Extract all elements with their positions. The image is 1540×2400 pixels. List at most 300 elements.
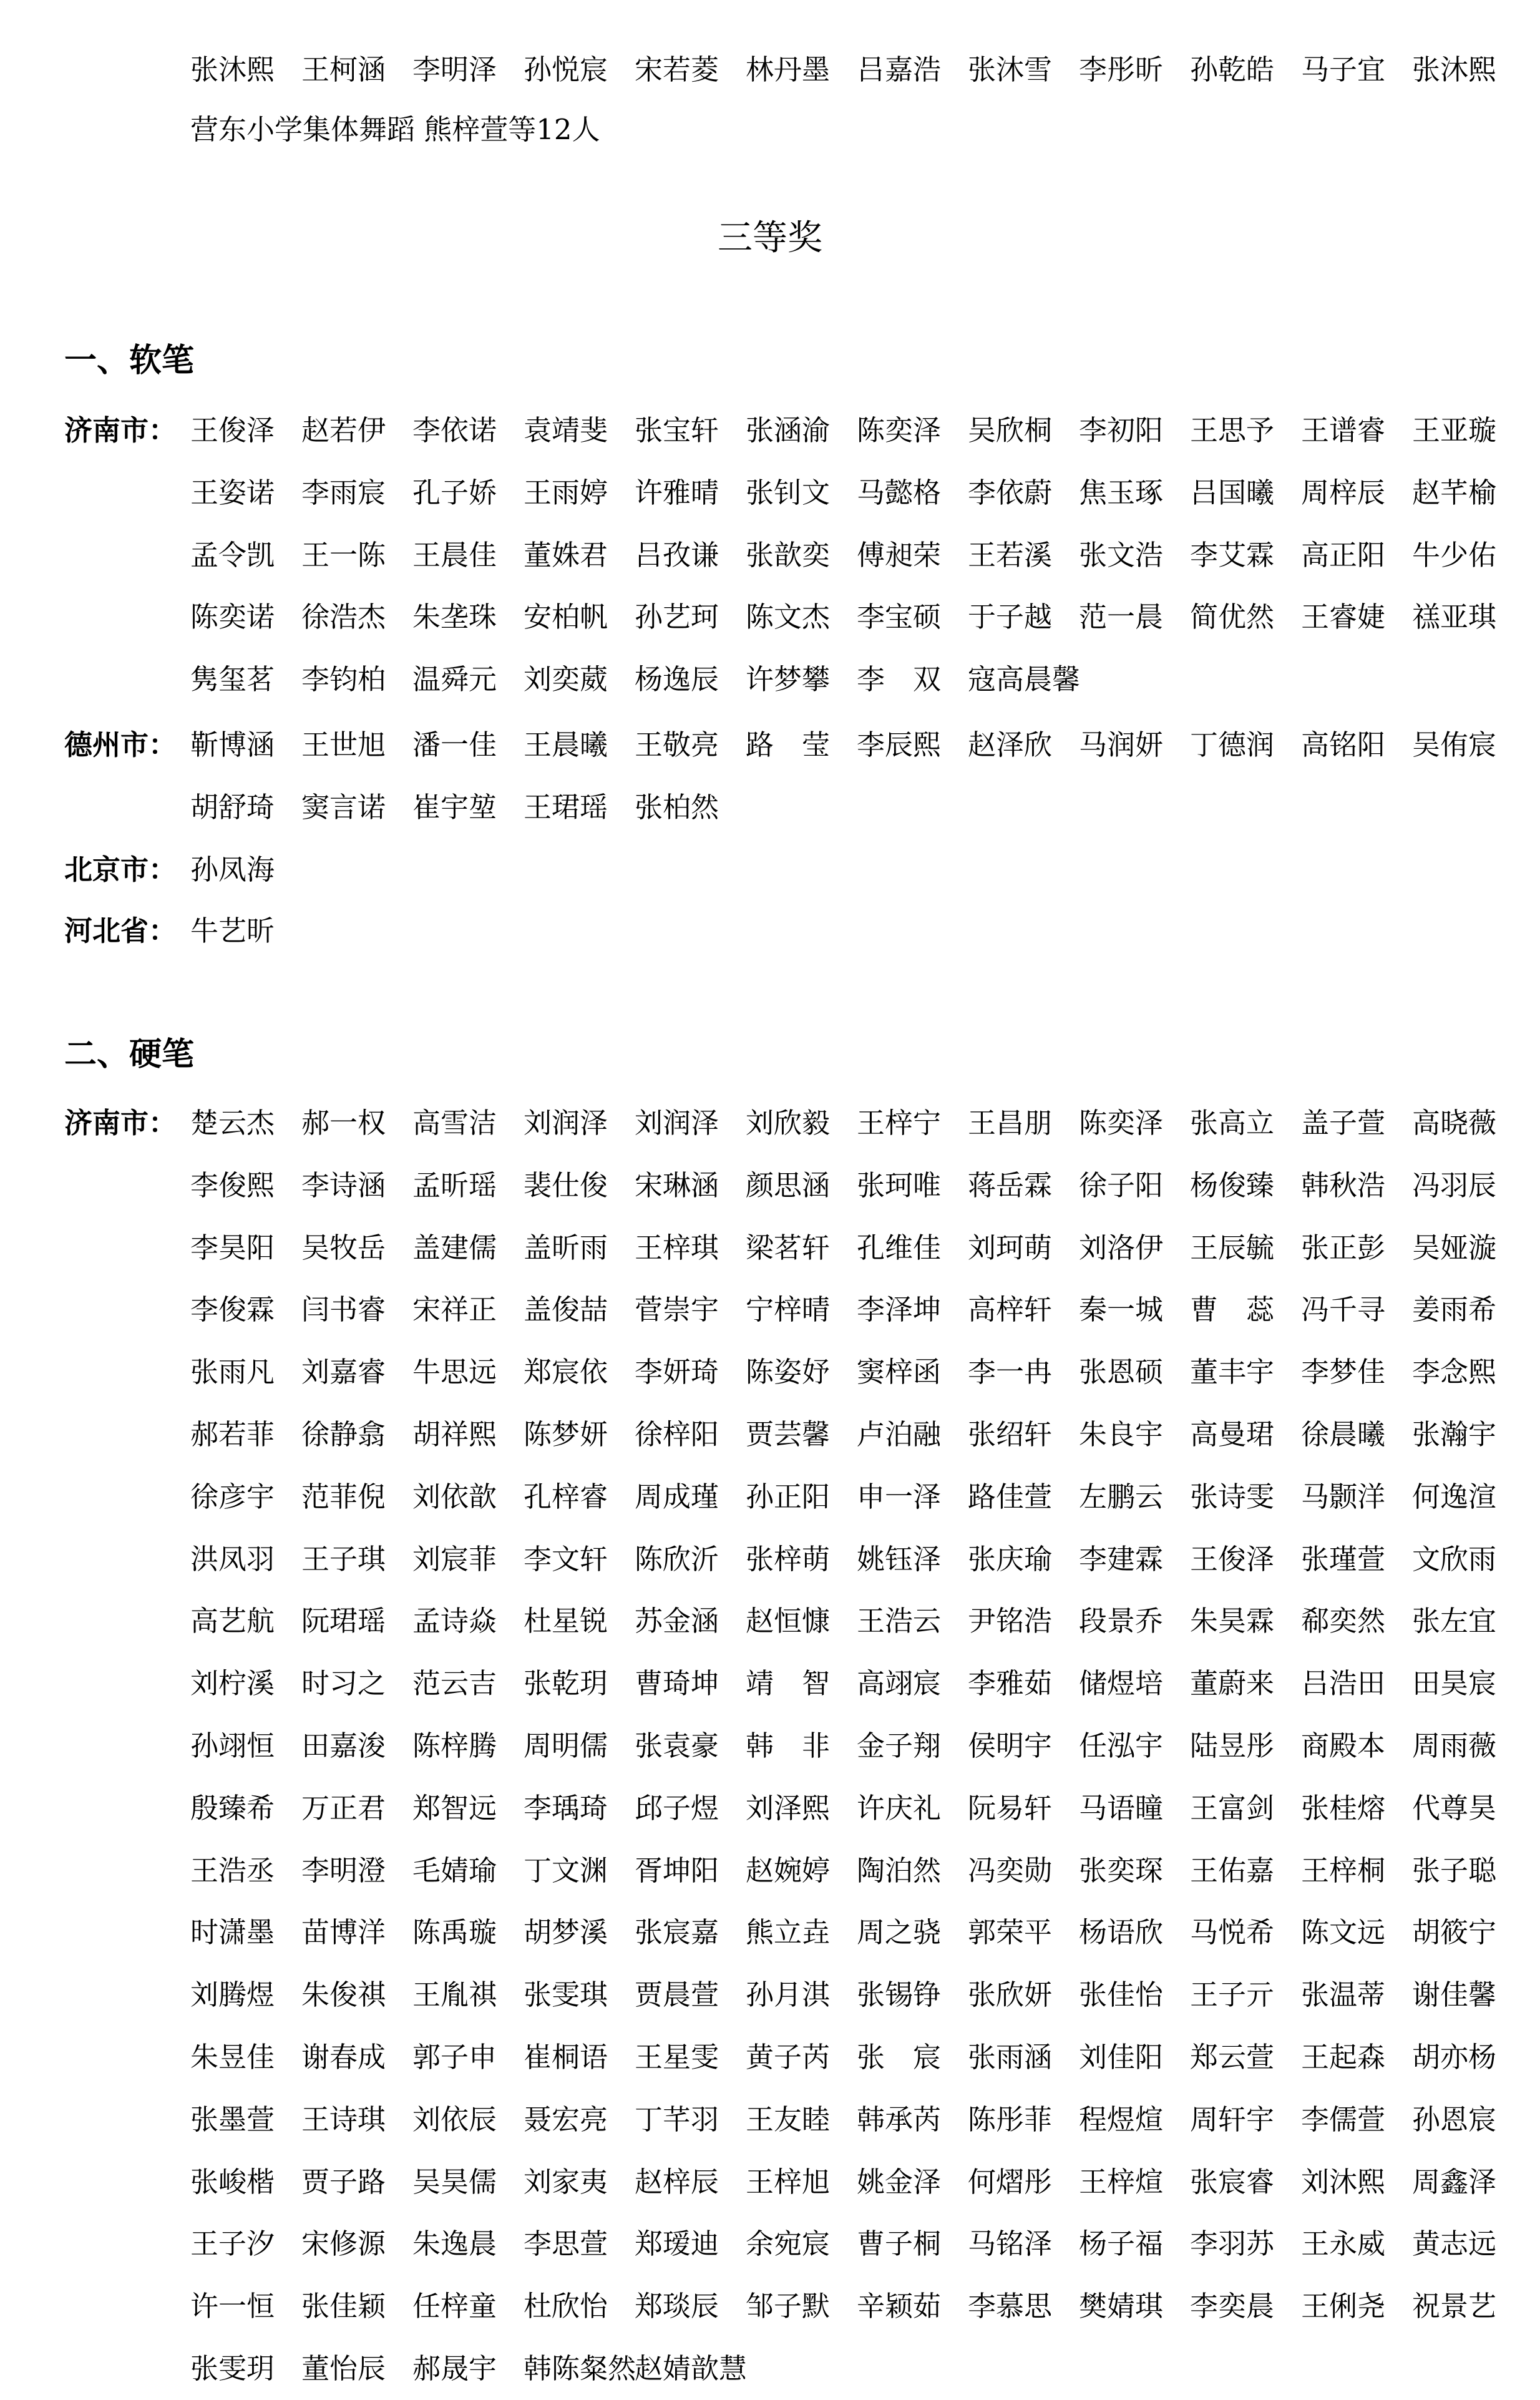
person-name: 宋琳涵 xyxy=(635,1168,719,1202)
person-name: 姚金泽 xyxy=(857,2165,942,2198)
name-list xyxy=(190,714,1540,776)
person-name: 王星雯 xyxy=(635,2041,719,2074)
person-name: 韩承芮 xyxy=(857,2102,942,2136)
person-name: 刘柠溪 xyxy=(190,1667,275,1700)
person-name: 牛少佑 xyxy=(1412,538,1497,572)
person-name: 王晨曦 xyxy=(524,728,608,761)
person-name: 李泽坤 xyxy=(857,1293,942,1327)
person-name: 徐静翕 xyxy=(301,1418,386,1451)
person-name: 时习之 xyxy=(301,1667,386,1700)
person-name: 许梦攀 xyxy=(746,663,831,696)
person-name: 陈彤菲 xyxy=(968,2102,1053,2136)
person-name: 祝景艺 xyxy=(1412,2290,1497,2323)
person-name: 王梓旭 xyxy=(746,2165,831,2198)
person-name: 冯千寻 xyxy=(1301,1293,1386,1327)
person-name: 胡梦溪 xyxy=(524,1916,608,1949)
person-name: 朱昱佳 xyxy=(190,2041,275,2074)
person-name: 王子亓 xyxy=(1190,1978,1275,2012)
person-name: 李艾霖 xyxy=(1190,538,1275,572)
person-name: 丁德润 xyxy=(1190,728,1275,761)
person-name: 孟令凯 xyxy=(190,538,275,572)
person-name: 李思萱 xyxy=(524,2227,608,2261)
person-name: 韩秋浩 xyxy=(1301,1168,1386,1202)
person-name: 赵芊榆 xyxy=(1412,476,1497,509)
person-name: 张雨凡 xyxy=(190,1355,275,1389)
person-name: 郭子申 xyxy=(412,2041,497,2074)
person-name: 孙悦宸 xyxy=(524,53,608,86)
person-name: 冯奕勋 xyxy=(968,1853,1053,1887)
person-name: 徐子阳 xyxy=(1079,1168,1164,1202)
person-name: 李羽苏 xyxy=(1190,2227,1275,2261)
name-list xyxy=(190,1279,1540,1341)
person-name: 王浩云 xyxy=(857,1604,942,1638)
person-name: 朱昊霖 xyxy=(1190,1604,1275,1638)
name-row xyxy=(0,1092,1540,1154)
person-name: 吴牧岳 xyxy=(301,1231,386,1264)
person-name: 范云吉 xyxy=(412,1667,497,1700)
person-name: 王亚璇 xyxy=(1412,414,1497,447)
person-name: 杜欣怡 xyxy=(524,2290,608,2323)
person-name: 盖俊喆 xyxy=(524,1293,608,1327)
person-name: 傅昶荣 xyxy=(857,538,942,572)
person-name: 楚云杰 xyxy=(190,1106,275,1139)
person-name: 孙月淇 xyxy=(746,1978,831,2012)
person-name: 王睿婕 xyxy=(1301,600,1386,634)
name-list xyxy=(190,1092,1540,1154)
name-row xyxy=(0,1840,1540,1902)
person-name: 刘润泽 xyxy=(524,1106,608,1139)
name-row xyxy=(0,2213,1540,2275)
group-entry: 营东小学集体舞蹈 熊梓萱等12人 xyxy=(190,113,600,146)
person-name: 王友睦 xyxy=(746,2102,831,2136)
person-name: 郑云萱 xyxy=(1190,2041,1275,2074)
person-name: 张正彭 xyxy=(1301,1231,1386,1264)
name-row xyxy=(0,648,1540,711)
person-name: 梁茗轩 xyxy=(746,1231,831,1264)
person-name: 李瑀琦 xyxy=(524,1791,608,1825)
person-name: 任梓童 xyxy=(412,2290,497,2323)
name-list xyxy=(190,1466,1540,1528)
person-name: 张袁豪 xyxy=(635,1729,719,1762)
award-level-title: 三等奖 xyxy=(718,218,822,258)
person-name: 田昊宸 xyxy=(1412,1667,1497,1700)
person-name: 谢佳馨 xyxy=(1412,1978,1497,2012)
person-name: 郭荣平 xyxy=(968,1916,1053,1949)
person-name: 张峻楷 xyxy=(190,2165,275,2198)
person-name: 郝一权 xyxy=(301,1106,386,1139)
person-name: 刘润泽 xyxy=(635,1106,719,1139)
person-name: 王柯涵 xyxy=(301,53,386,86)
person-name: 毛婧瑜 xyxy=(412,1853,497,1887)
person-name: 苏金涵 xyxy=(635,1604,719,1638)
person-name: 尹铭浩 xyxy=(968,1604,1053,1638)
person-name: 王富剑 xyxy=(1190,1791,1275,1825)
person-name: 冯羽辰 xyxy=(1412,1168,1497,1202)
person-name: 郑智远 xyxy=(412,1791,497,1825)
person-name: 侯明宇 xyxy=(968,1729,1053,1762)
person-name: 刘依辰 xyxy=(412,2102,497,2136)
person-name: 宁梓晴 xyxy=(746,1293,831,1327)
person-name: 储煜培 xyxy=(1079,1667,1164,1700)
person-name: 马悦希 xyxy=(1190,1916,1275,1949)
person-name: 王一陈 xyxy=(301,538,386,572)
person-name: 陶泊然 xyxy=(857,1853,942,1887)
person-name: 吴欣桐 xyxy=(968,414,1053,447)
person-name: 张雯琪 xyxy=(524,1978,608,2012)
person-name: 张桂熔 xyxy=(1301,1791,1386,1825)
person-name: 李妍琦 xyxy=(635,1355,719,1389)
name-list xyxy=(190,2026,1540,2089)
person-name: 朱垄珠 xyxy=(412,600,497,634)
person-name: 牛艺昕 xyxy=(190,914,275,947)
person-name: 范一晨 xyxy=(1079,600,1164,634)
person-name: 于子越 xyxy=(968,600,1053,634)
person-name: 刘腾煜 xyxy=(190,1978,275,2012)
person-name: 杜星锐 xyxy=(524,1604,608,1638)
person-name: 马铭泽 xyxy=(968,2227,1053,2261)
person-name: 董丰宇 xyxy=(1190,1355,1275,1389)
person-name: 陈梓腾 xyxy=(412,1729,497,1762)
person-name: 万正君 xyxy=(301,1791,386,1825)
person-name: 高雪洁 xyxy=(412,1106,497,1139)
person-name: 周雨薇 xyxy=(1412,1729,1497,1762)
person-name: 张子聪 xyxy=(1412,1853,1497,1887)
person-name: 张沐熙 xyxy=(190,53,275,86)
person-name: 张 宸 xyxy=(857,2041,942,2074)
person-name: 温舜元 xyxy=(412,663,497,696)
person-name: 杨子福 xyxy=(1079,2227,1164,2261)
name-row xyxy=(0,2151,1540,2213)
name-list xyxy=(190,648,1540,711)
person-name: 谢春成 xyxy=(301,2041,386,2074)
person-name: 孙乾皓 xyxy=(1190,53,1275,86)
name-list xyxy=(190,1403,1540,1466)
person-name: 王诗琪 xyxy=(301,2102,386,2136)
person-name: 韩陈粲然 xyxy=(524,2352,636,2385)
name-row xyxy=(0,2026,1540,2089)
person-name: 胡筱宁 xyxy=(1412,1916,1497,1949)
person-name: 王辰毓 xyxy=(1190,1231,1275,1264)
person-name: 李儒萱 xyxy=(1301,2102,1386,2136)
person-name: 阮珺瑶 xyxy=(301,1604,386,1638)
person-name: 颜思涵 xyxy=(746,1168,831,1202)
person-name: 吴昊儒 xyxy=(412,2165,497,2198)
name-row xyxy=(0,776,1540,839)
person-name: 张墨萱 xyxy=(190,2102,275,2136)
person-name: 张涵渝 xyxy=(746,414,831,447)
person-name: 吴侑宸 xyxy=(1412,728,1497,761)
person-name: 李奕晨 xyxy=(1190,2290,1275,2323)
person-name: 田嘉浚 xyxy=(301,1729,386,1762)
person-name: 阮易轩 xyxy=(968,1791,1053,1825)
person-name: 周明儒 xyxy=(524,1729,608,1762)
person-name: 刘珂萌 xyxy=(968,1231,1053,1264)
region-label: 济南市： xyxy=(64,414,177,447)
person-name: 张宝轩 xyxy=(635,414,719,447)
person-name: 张温蒂 xyxy=(1301,1978,1386,2012)
person-name: 王永威 xyxy=(1301,2227,1386,2261)
person-name: 王俊泽 xyxy=(1190,1542,1275,1576)
person-name: 黄子芮 xyxy=(746,2041,831,2074)
person-name: 董蔚来 xyxy=(1190,1667,1275,1700)
person-name: 张奕琛 xyxy=(1079,1853,1164,1887)
person-name: 刘欣毅 xyxy=(746,1106,831,1139)
person-name: 王晨佳 xyxy=(412,538,497,572)
person-name: 李俊霖 xyxy=(190,1293,275,1327)
person-name: 路 莹 xyxy=(746,728,831,761)
name-row xyxy=(0,1652,1540,1715)
person-name: 王俐尧 xyxy=(1301,2290,1386,2323)
person-name: 许庆礼 xyxy=(857,1791,942,1825)
person-name: 李雨宸 xyxy=(301,476,386,509)
person-name: 孙恩宸 xyxy=(1412,2102,1497,2136)
person-name: 王珺瑶 xyxy=(524,790,608,824)
person-name: 寇高晨馨 xyxy=(968,663,1081,696)
person-name: 宋若菱 xyxy=(635,53,719,86)
name-row xyxy=(0,1154,1540,1217)
person-name: 陈奕泽 xyxy=(857,414,942,447)
person-name: 马语瞳 xyxy=(1079,1791,1164,1825)
person-name: 牛思远 xyxy=(412,1355,497,1389)
person-name: 段景乔 xyxy=(1079,1604,1164,1638)
person-name: 朱俊祺 xyxy=(301,1978,386,2012)
person-name: 郑宸依 xyxy=(524,1355,608,1389)
person-name: 裴仕俊 xyxy=(524,1168,608,1202)
name-row xyxy=(0,1901,1540,1964)
person-name: 刘宸菲 xyxy=(412,1542,497,1576)
person-name: 丁文渊 xyxy=(524,1853,608,1887)
person-name: 王姿诺 xyxy=(190,476,275,509)
name-row xyxy=(0,2338,1540,2400)
person-name: 孙正阳 xyxy=(746,1480,831,1513)
person-name: 林丹墨 xyxy=(746,53,831,86)
name-row xyxy=(0,586,1540,648)
person-name: 刘依歆 xyxy=(412,1480,497,1513)
person-name: 张梓萌 xyxy=(746,1542,831,1576)
person-name: 闫书睿 xyxy=(301,1293,386,1327)
person-name: 张瑾萱 xyxy=(1301,1542,1386,1576)
person-name: 马懿格 xyxy=(857,476,942,509)
person-name: 李 双 xyxy=(857,663,942,696)
person-name: 吕孜谦 xyxy=(635,538,719,572)
person-name: 李雅茹 xyxy=(968,1667,1053,1700)
name-list xyxy=(190,524,1540,587)
person-name: 刘嘉睿 xyxy=(301,1355,386,1389)
person-name: 朱逸晨 xyxy=(412,2227,497,2261)
person-name: 刘佳阳 xyxy=(1079,2041,1164,2074)
name-row xyxy=(0,1341,1540,1403)
name-list xyxy=(190,399,1540,462)
name-list xyxy=(190,839,1540,901)
person-name: 卢泊融 xyxy=(857,1418,942,1451)
person-name: 窦梓函 xyxy=(857,1355,942,1389)
person-name: 王梓煊 xyxy=(1079,2165,1164,2198)
person-name: 刘家夷 xyxy=(524,2165,608,2198)
person-name: 高梓轩 xyxy=(968,1293,1053,1327)
person-name: 李一冉 xyxy=(968,1355,1053,1389)
person-name: 贾晨萱 xyxy=(635,1978,719,2012)
name-list xyxy=(190,1590,1540,1652)
person-name: 黄志远 xyxy=(1412,2227,1497,2261)
person-name: 张锡铮 xyxy=(857,1978,942,2012)
person-name: 张欣妍 xyxy=(968,1978,1053,2012)
person-name: 王起森 xyxy=(1301,2041,1386,2074)
person-name: 杨逸辰 xyxy=(635,663,719,696)
person-name: 许一恒 xyxy=(190,2290,275,2323)
person-name: 胡舒琦 xyxy=(190,790,275,824)
person-name: 窦言诺 xyxy=(301,790,386,824)
person-name: 韩 非 xyxy=(746,1729,831,1762)
person-name: 崔桐语 xyxy=(524,2041,608,2074)
person-name: 张钊文 xyxy=(746,476,831,509)
person-name: 李依诺 xyxy=(412,414,497,447)
person-name: 周梓辰 xyxy=(1301,476,1386,509)
region-label: 北京市： xyxy=(64,853,177,886)
person-name: 王昌朋 xyxy=(968,1106,1053,1139)
person-name: 李明泽 xyxy=(412,53,497,86)
person-name: 李念熙 xyxy=(1412,1355,1497,1389)
person-name: 高曼珺 xyxy=(1190,1418,1275,1451)
person-name: 陈文杰 xyxy=(746,600,831,634)
person-name: 胥坤阳 xyxy=(635,1853,719,1887)
person-name: 王浩丞 xyxy=(190,1853,275,1887)
person-name: 金子翔 xyxy=(857,1729,942,1762)
name-row xyxy=(0,39,1540,101)
person-name: 刘洛伊 xyxy=(1079,1231,1164,1264)
person-name: 董怡辰 xyxy=(301,2352,386,2385)
person-name: 吕国曦 xyxy=(1190,476,1275,509)
person-name: 丁芊羽 xyxy=(635,2102,719,2136)
person-name: 张歆奕 xyxy=(746,538,831,572)
person-name: 张绍轩 xyxy=(968,1418,1053,1451)
person-name: 朱良宇 xyxy=(1079,1418,1164,1451)
person-name: 张雨涵 xyxy=(968,2041,1053,2074)
name-list xyxy=(190,1715,1540,1777)
name-row xyxy=(0,839,1540,901)
person-name: 李初阳 xyxy=(1079,414,1164,447)
name-row xyxy=(0,900,1540,962)
person-name: 盖昕雨 xyxy=(524,1231,608,1264)
person-name: 李依蔚 xyxy=(968,476,1053,509)
person-name: 张瀚宇 xyxy=(1412,1418,1497,1451)
person-name: 马子宜 xyxy=(1301,53,1386,86)
person-name: 王若溪 xyxy=(968,538,1053,572)
person-name: 王思予 xyxy=(1190,414,1275,447)
name-list xyxy=(190,462,1540,524)
region-label: 河北省： xyxy=(64,914,177,947)
person-name: 郑琰辰 xyxy=(635,2290,719,2323)
person-name: 李辰熙 xyxy=(857,728,942,761)
person-name: 王梓桐 xyxy=(1301,1853,1386,1887)
person-name: 任泓宇 xyxy=(1079,1729,1164,1762)
name-list xyxy=(190,2089,1540,2151)
person-name: 靳博涵 xyxy=(190,728,275,761)
person-name: 周之骁 xyxy=(857,1916,942,1949)
name-list xyxy=(190,1901,1540,1964)
person-name: 赵泽欣 xyxy=(968,728,1053,761)
name-list xyxy=(190,2151,1540,2213)
name-row xyxy=(0,1528,1540,1591)
person-name: 陆昱彤 xyxy=(1190,1729,1275,1762)
person-name: 张佳颖 xyxy=(301,2290,386,2323)
person-name: 聂宏亮 xyxy=(524,2102,608,2136)
name-list xyxy=(190,1217,1540,1279)
person-name: 孙翊恒 xyxy=(190,1729,275,1762)
person-name: 袁靖斐 xyxy=(524,414,608,447)
person-name: 蒋岳霖 xyxy=(968,1168,1053,1202)
name-row xyxy=(0,1466,1540,1528)
person-name: 董姝君 xyxy=(524,538,608,572)
person-name: 洪凤羽 xyxy=(190,1542,275,1576)
person-name: 靖 智 xyxy=(746,1667,831,1700)
person-name: 吴娅漩 xyxy=(1412,1231,1497,1264)
section-title: 一、软笔 xyxy=(64,341,195,379)
person-name: 赵梓辰 xyxy=(635,2165,719,2198)
person-name: 张恩硕 xyxy=(1079,1355,1164,1389)
person-name: 时潇墨 xyxy=(190,1916,275,1949)
person-name: 曹子桐 xyxy=(857,2227,942,2261)
person-name: 张柏然 xyxy=(635,790,719,824)
person-name: 张珂唯 xyxy=(857,1168,942,1202)
person-name: 郗奕然 xyxy=(1301,1604,1386,1638)
person-name: 徐晨曦 xyxy=(1301,1418,1386,1451)
person-name: 孙艺珂 xyxy=(635,600,719,634)
person-name: 菅崇宇 xyxy=(635,1293,719,1327)
person-name: 邹子默 xyxy=(746,2290,831,2323)
person-name: 刘泽熙 xyxy=(746,1791,831,1825)
person-name: 王世旭 xyxy=(301,728,386,761)
person-name: 陈姿妤 xyxy=(746,1355,831,1389)
person-name: 何熠彤 xyxy=(968,2165,1053,2198)
person-name: 秦一城 xyxy=(1079,1293,1164,1327)
person-name: 陈奕诺 xyxy=(190,600,275,634)
person-name: 赵婉婷 xyxy=(746,1853,831,1887)
name-list xyxy=(190,1840,1540,1902)
person-name: 王雨婷 xyxy=(524,476,608,509)
person-name: 张雯玥 xyxy=(190,2352,275,2385)
person-name: 申一泽 xyxy=(857,1480,942,1513)
person-name: 徐彦宇 xyxy=(190,1480,275,1513)
person-name: 王敬亮 xyxy=(635,728,719,761)
name-list xyxy=(190,1964,1540,2026)
name-row xyxy=(0,462,1540,524)
person-name: 李诗涵 xyxy=(301,1168,386,1202)
name-list xyxy=(190,1341,1540,1403)
person-name: 张沐雪 xyxy=(968,53,1053,86)
person-name: 孔梓睿 xyxy=(524,1480,608,1513)
person-name: 高晓薇 xyxy=(1412,1106,1497,1139)
person-name: 潘一佳 xyxy=(412,728,497,761)
person-name: 殷臻希 xyxy=(190,1791,275,1825)
person-name: 代尊昊 xyxy=(1412,1791,1497,1825)
person-name: 孙凤海 xyxy=(190,853,275,886)
person-name: 杨语欣 xyxy=(1079,1916,1164,1949)
name-row xyxy=(0,2275,1540,2338)
name-list xyxy=(190,39,1540,101)
name-list xyxy=(190,2338,1540,2400)
person-name: 张庆瑜 xyxy=(968,1542,1053,1576)
person-name: 孔维佳 xyxy=(857,1231,942,1264)
name-list xyxy=(190,900,1540,962)
person-name: 王谱睿 xyxy=(1301,414,1386,447)
name-list xyxy=(190,1777,1540,1840)
region-label: 德州市： xyxy=(64,728,177,761)
person-name: 王佑嘉 xyxy=(1190,1853,1275,1887)
person-name: 刘奕葳 xyxy=(524,663,608,696)
name-list xyxy=(190,586,1540,648)
person-name: 姚钰泽 xyxy=(857,1542,942,1576)
person-name: 周鑫泽 xyxy=(1412,2165,1497,2198)
